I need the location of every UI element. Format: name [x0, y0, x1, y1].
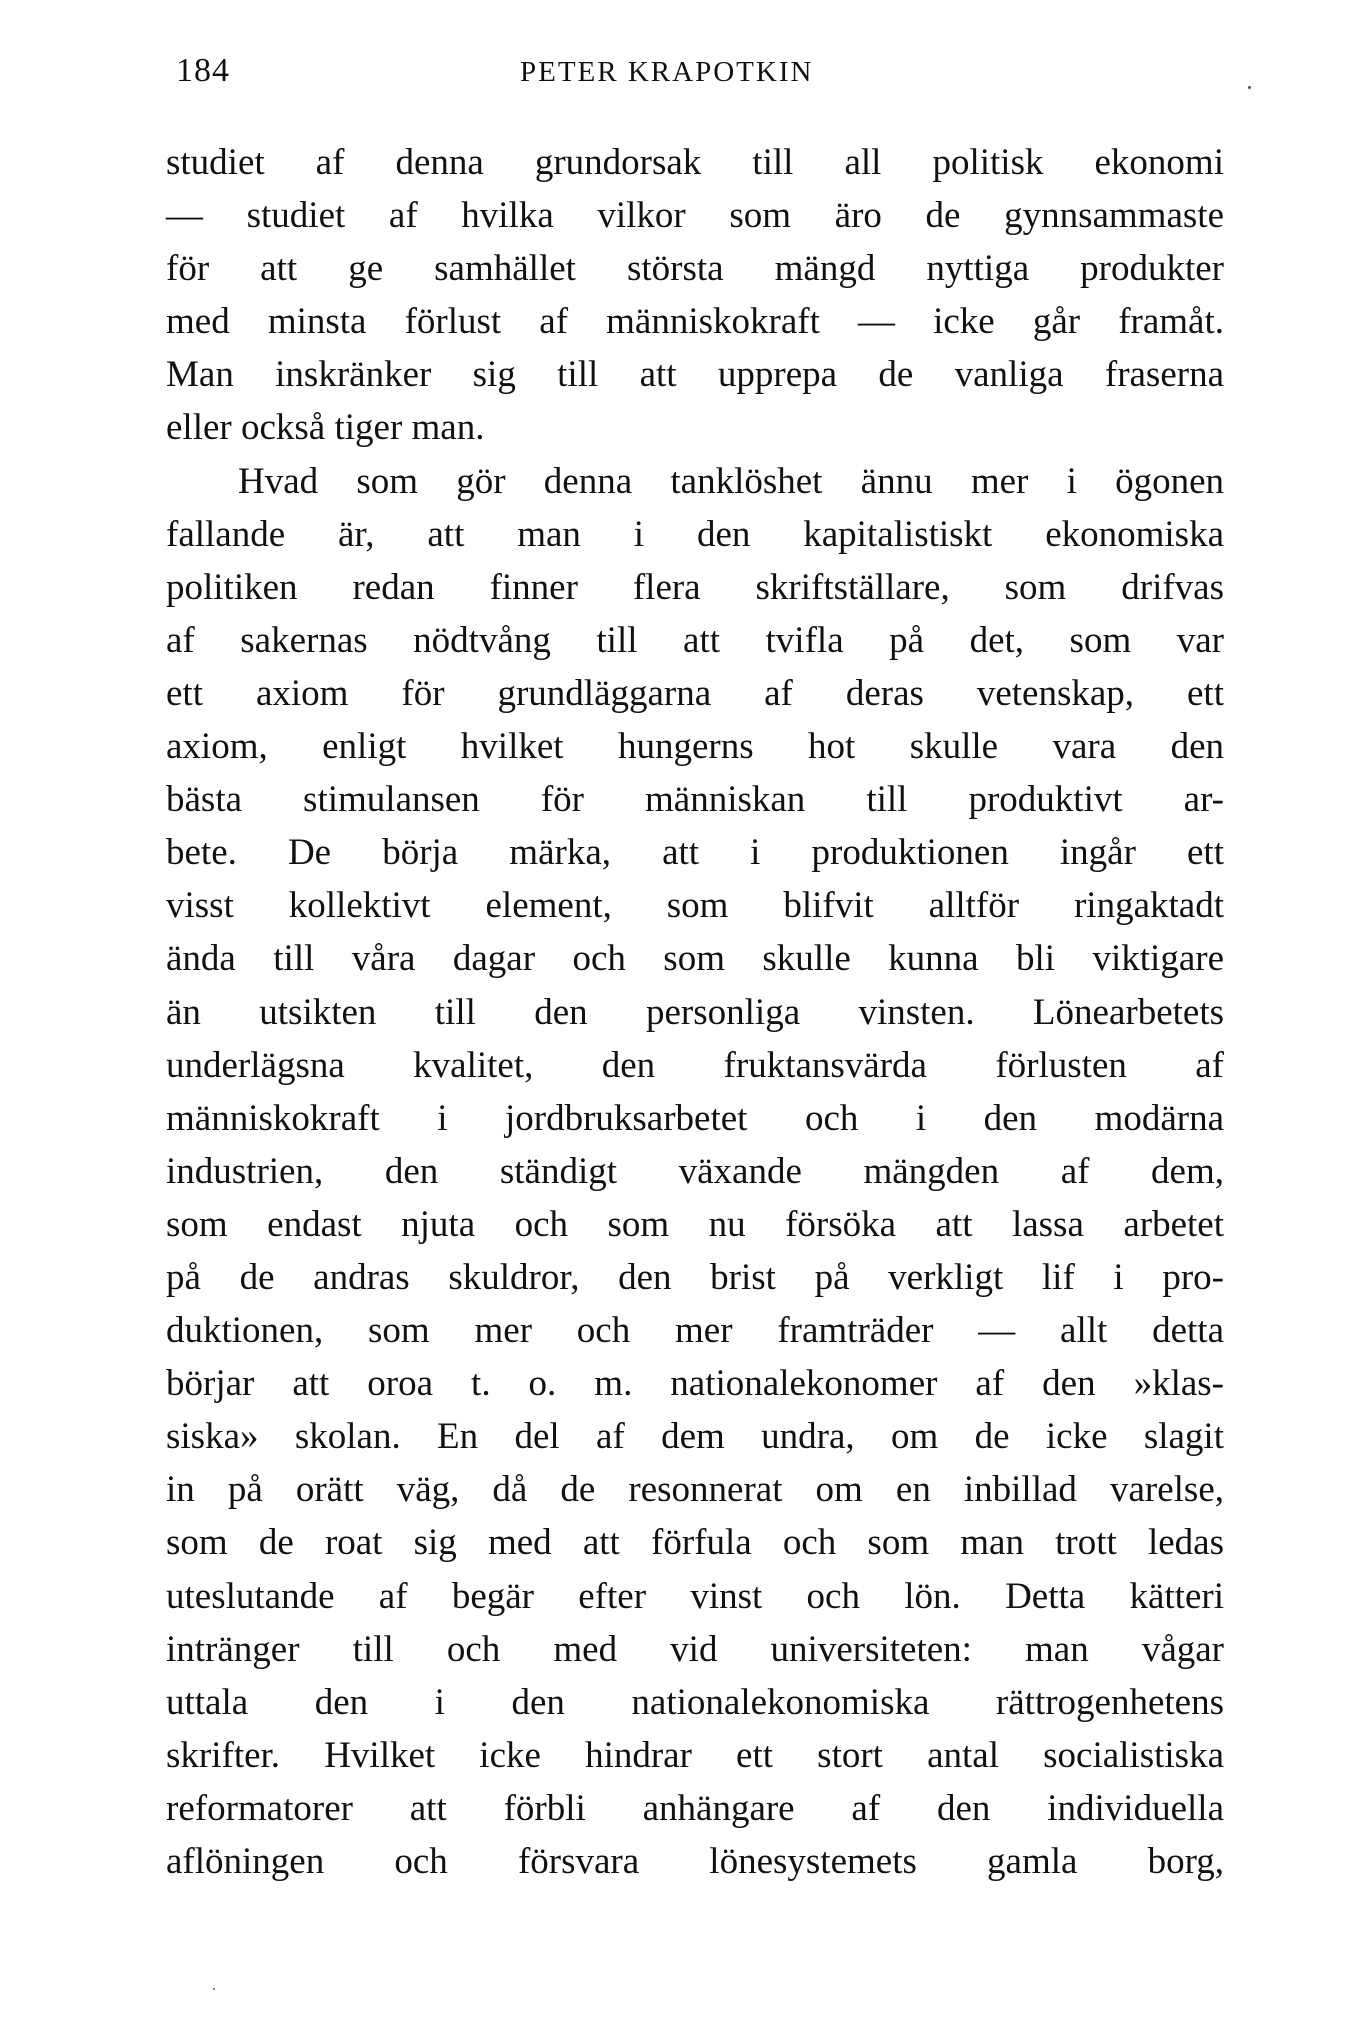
text-line: — studiet af hvilka vilkor som äro de gynnsammaste: [166, 195, 1224, 237]
text-line: intränger till och med vid universiteten: man vågar: [166, 1628, 1224, 1670]
text-line: aflöningen och försvara lönesystemets gamla borg,: [166, 1841, 1224, 1882]
print-speck: [213, 1988, 215, 1990]
text-line: bete. De börja märka, att i produktionen ingår ett: [166, 832, 1224, 874]
text-line: ett axiom för grundläggarna af deras vetenskap, ett: [166, 672, 1224, 714]
text-line: som endast njuta och som nu försöka att lassa arbetet: [166, 1203, 1224, 1245]
text-line: underlägsna kvalitet, den fruktansvärda förlusten af: [166, 1044, 1224, 1086]
text-line: eller också tiger man.: [166, 407, 485, 449]
text-line: bästa stimulansen för människan till produktivt ar-: [166, 779, 1224, 821]
text-line: siska» skolan. En del af dem undra, om de icke slagit: [166, 1416, 1224, 1458]
text-line: af sakernas nödtvång till att tvifla på det, som var: [166, 619, 1224, 661]
text-line: som de roat sig med att förfula och som man trott ledas: [166, 1522, 1224, 1564]
print-speck: [1248, 86, 1251, 89]
page-number: 184: [176, 52, 230, 89]
text-line: uttala den i den nationalekonomiska rättrogenhetens: [166, 1681, 1224, 1723]
text-line: börjar att oroa t. o. m. nationalekonomer af den »klas-: [166, 1363, 1224, 1405]
text-line: Man inskränker sig till att upprepa de vanliga fraserna: [166, 354, 1224, 396]
running-head: [176, 52, 1226, 102]
text-line: skrifter. Hvilket icke hindrar ett stort antal socialistiska: [166, 1734, 1224, 1776]
text-line: duktionen, som mer och mer framträder — allt detta: [166, 1310, 1224, 1352]
text-line: reformatorer att förbli anhängare af den individuella: [166, 1787, 1224, 1829]
text-line: studiet af denna grundorsak till all politisk ekonomi: [166, 142, 1224, 183]
text-line: på de andras skuldror, den brist på verkligt lif i pro-: [166, 1256, 1224, 1298]
text-line: fallande är, att man i den kapitalistiskt ekonomiska: [166, 513, 1224, 555]
text-line: med minsta förlust af människokraft — icke går framåt.: [166, 301, 1224, 343]
text-line: för att ge samhället största mängd nyttiga produkter: [166, 248, 1224, 290]
body-text: [166, 136, 1224, 1888]
text-line: än utsikten till den personliga vinsten. Lönearbetets: [166, 991, 1224, 1033]
paragraph-start-line: Hvad som gör denna tanklöshet ännu mer i ögonen: [238, 460, 1224, 502]
text-line: industrien, den ständigt växande mängden af dem,: [166, 1150, 1224, 1192]
text-line: visst kollektivt element, som blifvit alltför ringaktadt: [166, 885, 1224, 927]
text-line: axiom, enligt hvilket hungerns hot skulle vara den: [166, 726, 1224, 768]
text-line: ända till våra dagar och som skulle kunna bli viktigare: [166, 938, 1224, 980]
text-line: politiken redan finner flera skriftställare, som drifvas: [166, 566, 1224, 608]
text-line: in på orätt väg, då de resonnerat om en inbillad varelse,: [166, 1469, 1224, 1511]
text-line: människokraft i jordbruksarbetet och i den modärna: [166, 1097, 1224, 1139]
text-line: uteslutande af begär efter vinst och lön. Detta kätteri: [166, 1575, 1224, 1617]
running-title: PETER KRAPOTKIN: [520, 56, 814, 88]
